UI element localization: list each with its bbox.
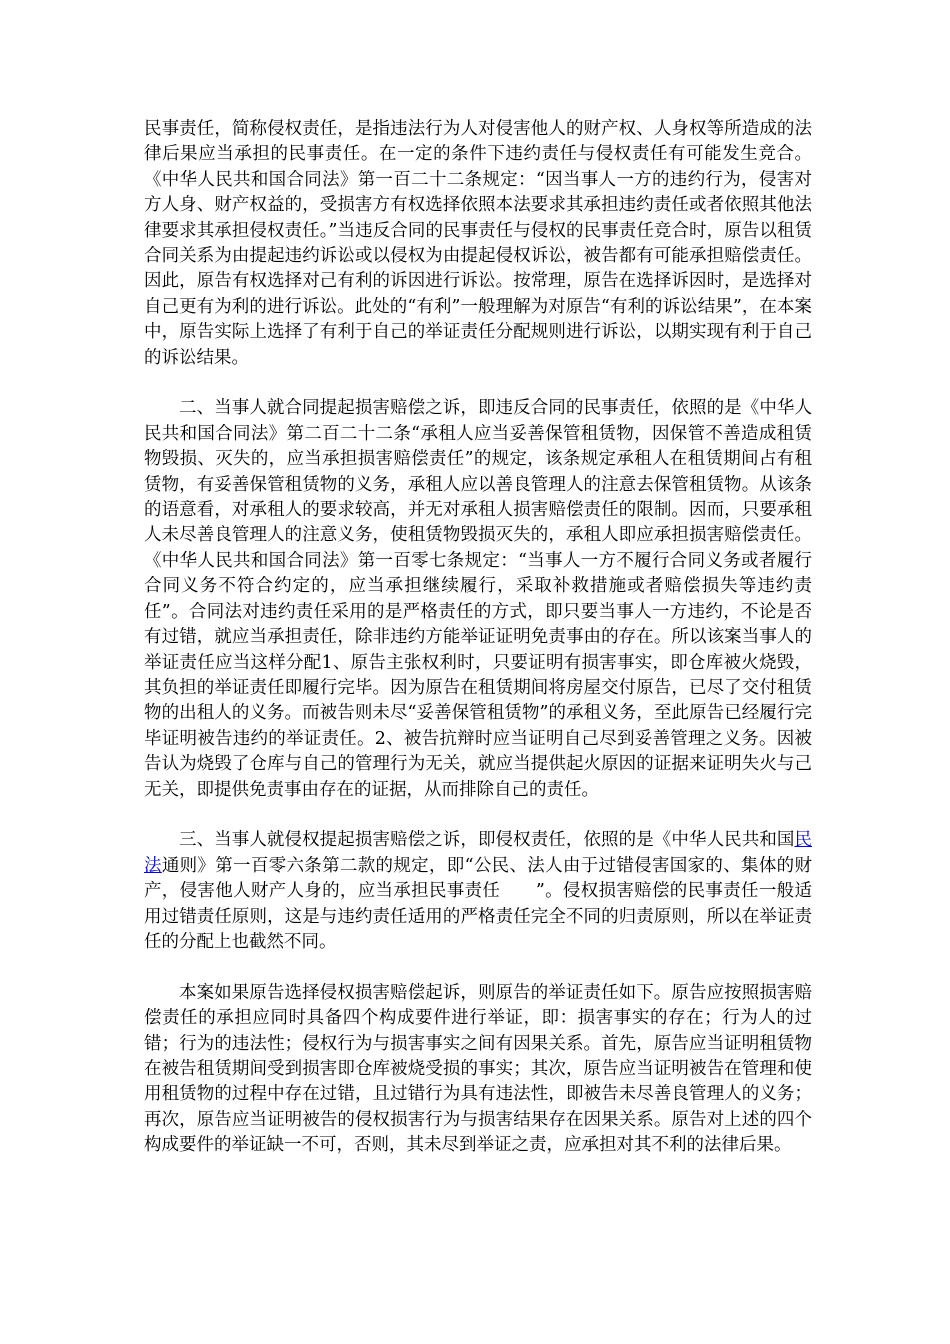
paragraph-tort-claim: [144, 828, 812, 955]
civil-law-link[interactable]: 民法: [144, 830, 812, 876]
paragraph-text: 通则》第一百零六条第二款的规定，即“公民、法人由于过错侵害国家的、集体的财产，侵害他人财产人身的，应当承担民事责任 ”。侵权损害赔偿的民事责任一般适用过错责任原则，这是与违约责任适用的严格责任完全不同的归责原则，所以在举证责任的分配上也截然不同。: [144, 855, 812, 952]
paragraph-burden-of-proof: [144, 981, 812, 1159]
paragraph-civil-liability: [144, 117, 812, 371]
paragraph-text: 二、当事人就合同提起损害赔偿之诉，即违反合同的民事责任，依照的是《中华人民共和国合同法》第二百二十二条“承租人应当妥善保管租赁物，因保管不善造成租赁物毁损、灭失的，应当承担损害赔偿责任”的规定，该条规定承租人在租赁期间占有租赁物，有妥善保管租赁物的义务，承租人应以善良管理人的注意去保管租赁物。从该条的语意看，对承租人的要求较高，并无对承租人损害赔偿责任的限制。因而，只要承租人未尽善良管理人的注意义务，使租赁物毁损灭失的，承租人即应承担损害赔偿责任。《中华人民共和国合同法》第一百零七条规定：“当事人一方不履行合同义务或者履行合同义务不符合约定的，应当承担继续履行，采取补救措施或者赔偿损失等违约责任”。合同法对违约责任采用的是严格责任的方式，即只要当事人一方违约，不论是否有过错，就应当承担责任，除非违约方能举证证明免责事由的存在。所以该案当事人的举证责任应当这样分配1、原告主张权利时，只要证明有损害事实，即仓库被火烧毁，其负担的举证责任即履行完毕。因为原告在租赁期间将房屋交付原告，已尽了交付租赁物的出租人的义务。而被告则未尽“妥善保管租赁物”的承租义务，至此原告已经履行完毕证明被告违约的举证责任。2、被告抗辩时应当证明自己尽到妥善管理之义务。因被告认为烧毁了仓库与自己的管理行为无关，就应当提供起火原因的证据来证明失火与己无关，即提供免责事由存在的证据，从而排除自己的责任。: [144, 398, 812, 800]
paragraph-text: 本案如果原告选择侵权损害赔偿起诉，则原告的举证责任如下。原告应按照损害赔偿责任的承担应同时具备四个构成要件进行举证，即：损害事实的存在；行为人的过错；行为的违法性；侵权行为与损害事实之间有因果关系。首先，原告应当证明租赁物在被告租赁期间受到损害即仓库被烧受损的事实；其次，原告应当证明被告在管理和使用租赁物的过程中存在过错，且过错行为具有违法性，即被告未尽善良管理人的义务；再次，原告应当证明被告的侵权损害行为与损害结果存在因果关系。原告对上述的四个构成要件的举证缺一不可，否则，其未尽到举证之责，应承担对其不利的法律后果。: [144, 982, 812, 1156]
paragraph-contract-claim: [144, 396, 812, 803]
document-body: [144, 117, 812, 1184]
paragraph-text: 民事责任，简称侵权责任，是指违法行为人对侵害他人的财产权、人身权等所造成的法律后果应当承担的民事责任。在一定的条件下违约责任与侵权责任有可能发生竞合。《中华人民共和国合同法》第一百二十二条规定：“因当事人一方的违约行为，侵害对方人身、财产权益的，受损害方有权选择依照本法要求其承担违约责任或者依照其他法律要求其承担侵权责任。”当违反合同的民事责任与侵权的民事责任竞合时，原告以租赁合同关系为由提起违约诉讼或以侵权为由提起侵权诉讼，被告都有可能承担赔偿责任。因此，原告有权选择对己有利的诉因进行诉讼。按常理，原告在选择诉因时，是选择对自己更有为利的进行诉讼。此处的“有利”一般理解为对原告“有利的诉讼结果”，在本案中，原告实际上选择了有利于自己的举证责任分配规则进行诉讼，以期实现有利于自己的诉讼结果。: [144, 119, 812, 368]
paragraph-text: 三、当事人就侵权提起损害赔偿之诉，即侵权责任，依照的是《中华人民共和国: [179, 830, 795, 851]
